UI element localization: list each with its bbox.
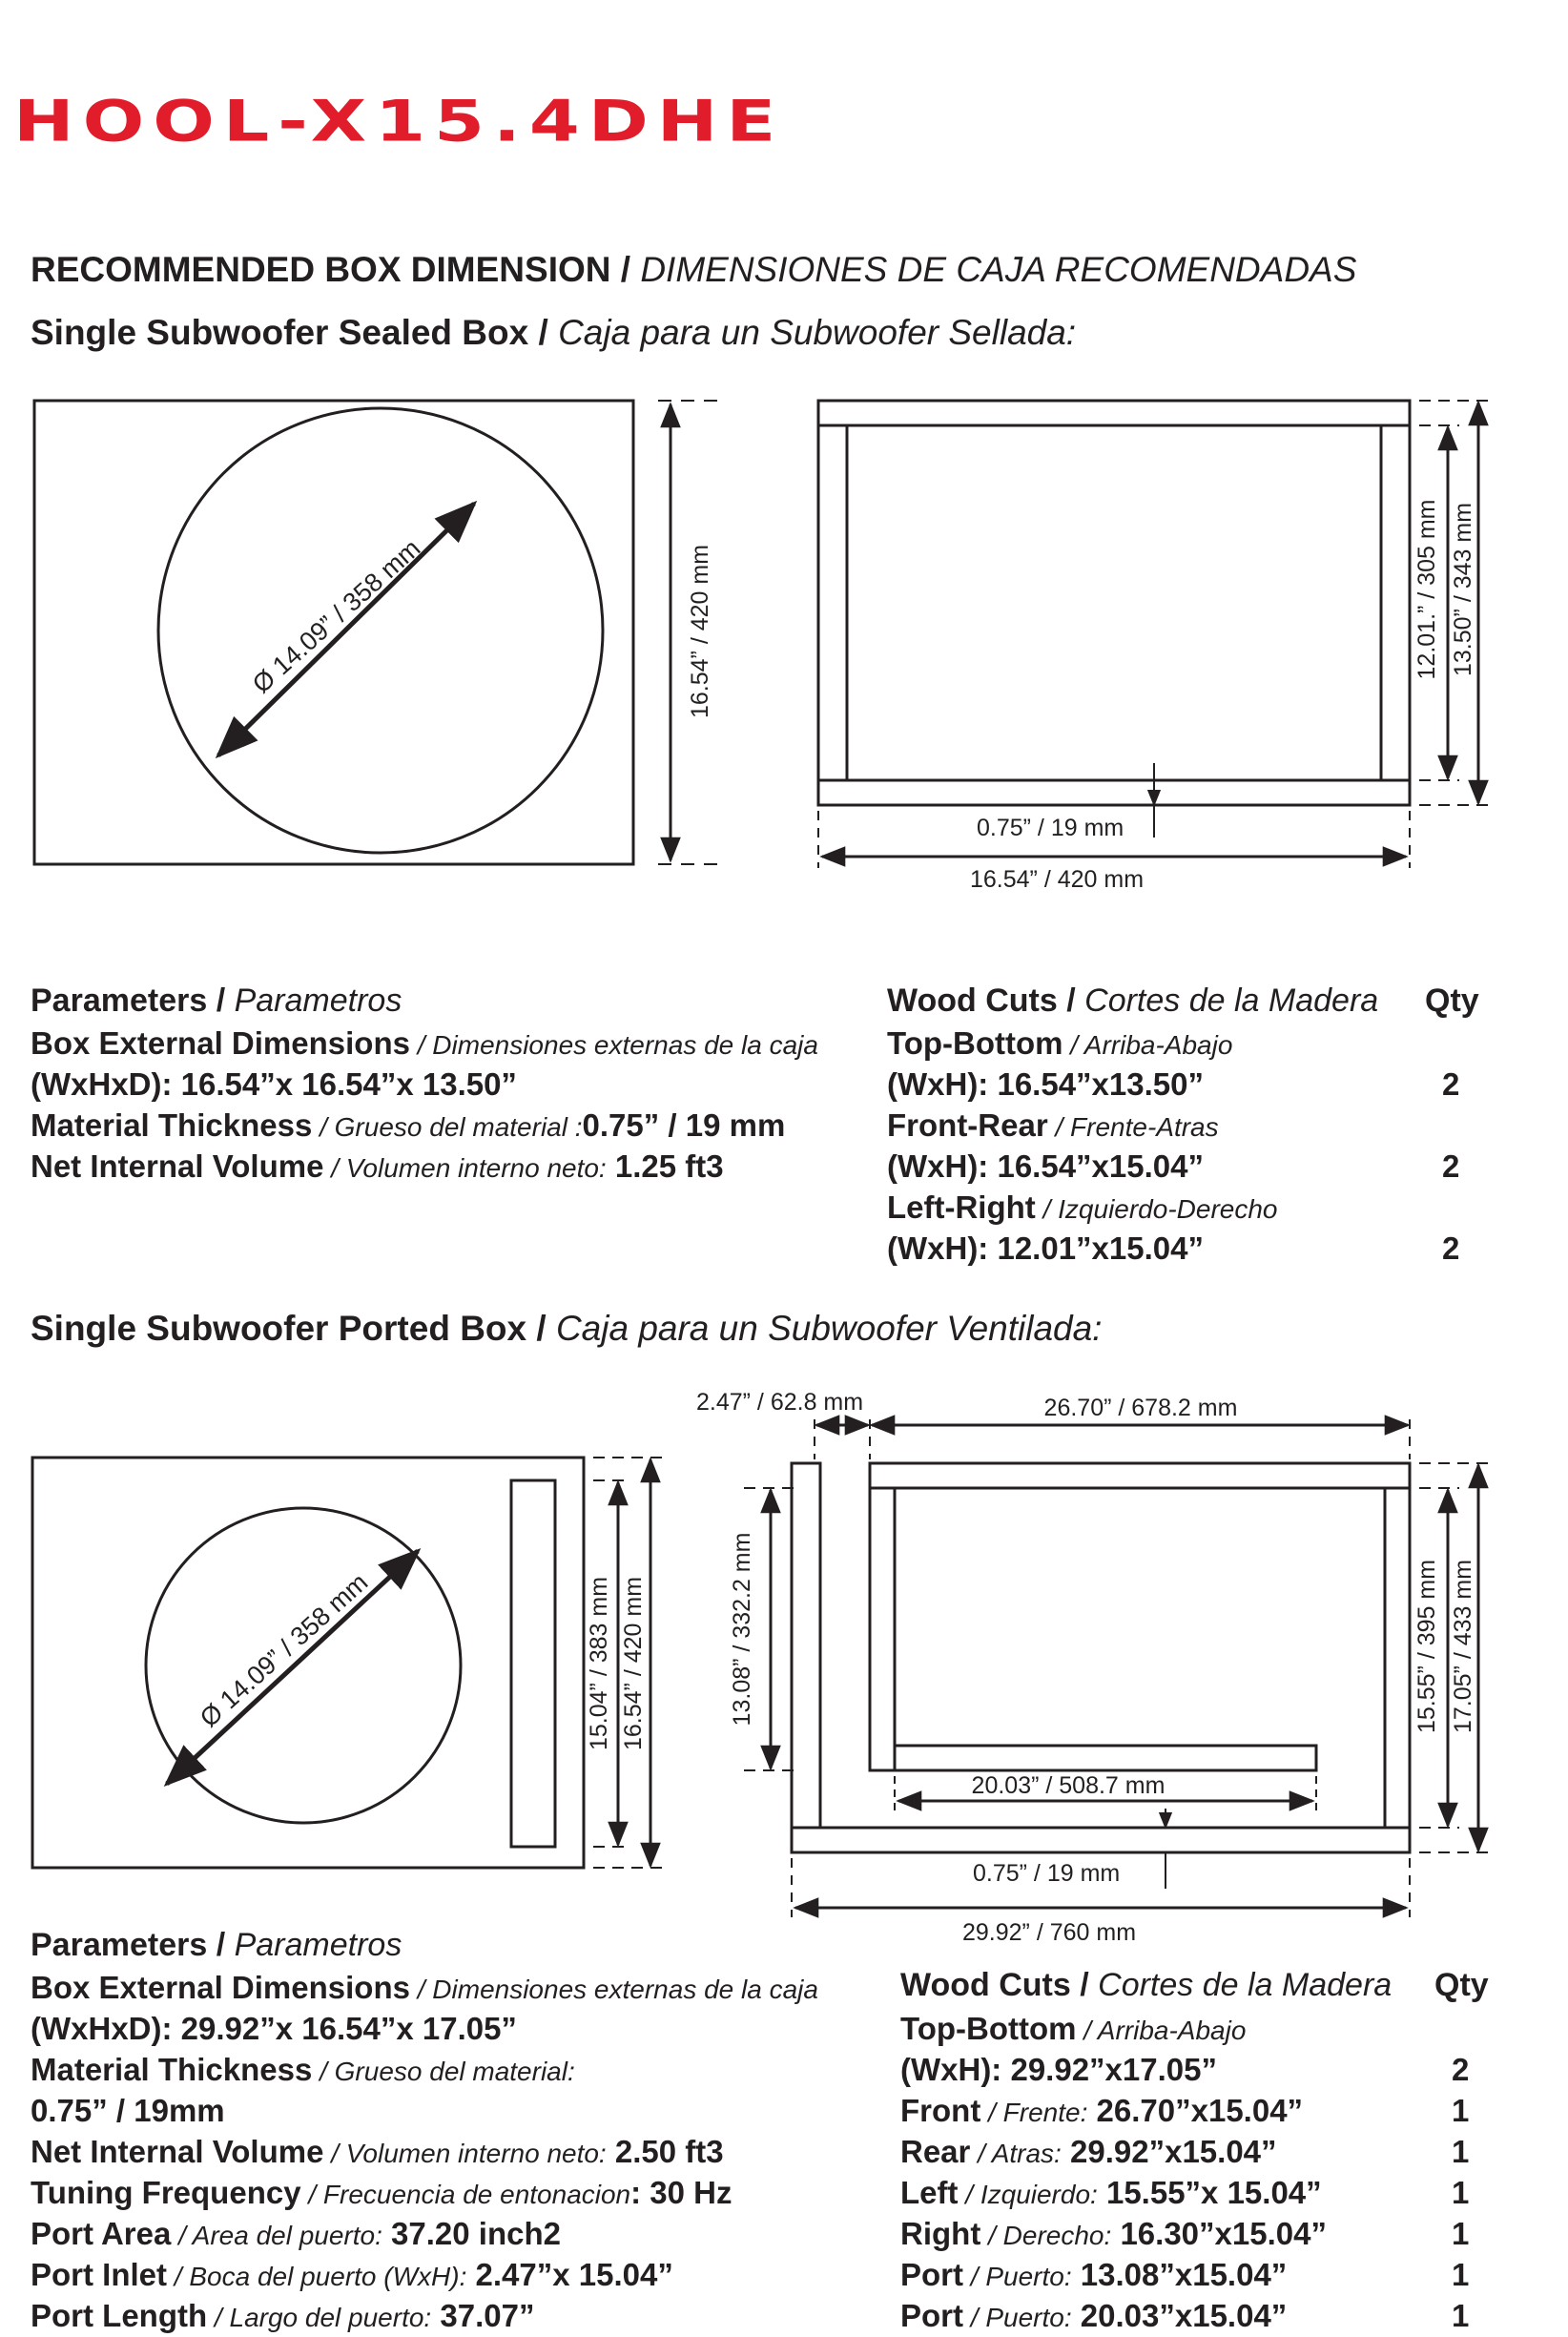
ported-param-row [31, 2052, 575, 2088]
ported-cut-qty: 1 [1452, 2175, 1470, 2210]
ported-side-rear [792, 1463, 820, 1828]
ported-cut-row [900, 2298, 1287, 2334]
sealed-cut-sep: / [1063, 1030, 1084, 1060]
ported-cut-label: Port [900, 2257, 963, 2292]
ported-cut-es: Frente: [1002, 2098, 1088, 2127]
sealed-param-es: Volumen interno neto: [345, 1153, 607, 1183]
ported-param-value: 2.47”x 15.04” [466, 2257, 673, 2292]
ported-param-es: Area del puerto: [192, 2221, 382, 2250]
sealed-thickness-label: 0.75” / 19 mm [977, 815, 1124, 841]
ported-qty-header: Qty [1434, 1967, 1489, 2003]
sealed-cut-label: Front-Rear [887, 1107, 1048, 1143]
sealed-speaker-cutout [158, 408, 603, 853]
sealed-cut-label: Left-Right [887, 1189, 1036, 1225]
sealed-param-sep: / [409, 1030, 433, 1060]
ported-param-row [31, 2093, 225, 2129]
ported-cut-row [900, 2093, 1303, 2129]
ported-cut-label: Top-Bottom [900, 2011, 1077, 2046]
sealed-param-value: 0.75” / 19 mm [582, 1107, 786, 1143]
sealed-param-sep: / [323, 1153, 346, 1183]
ported-param-es: Boca del puerto (WxH): [189, 2262, 467, 2291]
sealed-cut-label: (WxH): 16.54”x13.50” [887, 1066, 1204, 1102]
ported-cut-es: Atras: [991, 2139, 1062, 2168]
sealed-cut-sep: / [1047, 1112, 1071, 1142]
ported-cut-value: 20.03”x15.04” [1071, 2298, 1288, 2333]
ported-cut-label: Right [900, 2216, 981, 2251]
ported-outer-h2-label: 17.05” / 433 mm [1450, 1559, 1476, 1734]
ported-cut-es: Puerto: [985, 2303, 1072, 2332]
sealed-cut-row [887, 1066, 1204, 1103]
ported-cut-qty: 1 [1452, 2257, 1470, 2292]
ported-cut-qty: 1 [1452, 2134, 1470, 2169]
ported-cut-es: Izquierdo: [980, 2180, 1098, 2209]
sealed-param-label: (WxHxD): 16.54”x 16.54”x 13.50” [31, 1066, 517, 1102]
ported-param-es: Dimensiones externas de la caja [432, 1975, 818, 2004]
ported-cut-qty: 2 [1452, 2052, 1470, 2087]
ported-title-en: Single Subwoofer Ported Box [31, 1309, 527, 1348]
ported-title [31, 1309, 1102, 1349]
ported-cut-label: (WxH): 29.92”x17.05” [900, 2052, 1217, 2087]
sealed-title-en: Single Subwoofer Sealed Box [31, 313, 529, 352]
ported-cut-row [900, 2134, 1277, 2170]
ported-side-front [1385, 1488, 1410, 1828]
ported-cut-sep: / [958, 2180, 980, 2209]
sealed-cut-qty: 2 [1442, 1231, 1460, 1266]
sealed-width-label: 16.54” / 420 mm [969, 866, 1145, 893]
main-heading [31, 250, 1356, 290]
brand-logo: HOOL-X15.4DHE [13, 88, 785, 155]
ported-cut-sep: / [963, 2262, 986, 2291]
ported-param-row [31, 2216, 561, 2252]
sealed-cut-label: (WxH): 12.01”x15.04” [887, 1231, 1204, 1266]
sealed-cuts-title-en: Wood Cuts [887, 982, 1058, 1019]
ported-param-es: Largo del puerto: [229, 2303, 432, 2332]
sealed-cut-row [887, 1107, 1219, 1144]
ported-param-label: Box External Dimensions [31, 1970, 410, 2005]
ported-param-row [31, 2257, 673, 2293]
sealed-cuts-title [887, 982, 1378, 1020]
sealed-cut-label: Top-Bottom [887, 1025, 1063, 1061]
ported-param-label: Port Area [31, 2216, 172, 2251]
ported-param-value: 37.20 inch2 [382, 2216, 561, 2251]
ported-param-es: Frecuencia de entonacion [322, 2180, 631, 2209]
ported-param-sep: / [323, 2139, 346, 2168]
ported-port-height-label: 13.08” / 332.2 mm [729, 1532, 755, 1727]
ported-cut-sep: / [1076, 2016, 1098, 2045]
sealed-cut-es: Frente-Atras [1070, 1112, 1219, 1142]
ported-cut-qty: 1 [1452, 2298, 1470, 2333]
ported-cuts-title [900, 1967, 1392, 2004]
ported-param-row [31, 2134, 724, 2170]
ported-cuts-title-es: Cortes de la Madera [1098, 1967, 1393, 2003]
ported-cutout-label: Ø 14.09” / 358 mm [194, 1567, 374, 1733]
sealed-cut-qty: 2 [1442, 1066, 1460, 1102]
sealed-title [31, 313, 1076, 353]
sealed-param-sep: / [312, 1112, 335, 1142]
ported-inner-width-label: 26.70” / 678.2 mm [1043, 1395, 1238, 1421]
sealed-param-es: Dimensiones externas de la caja [432, 1030, 818, 1060]
sealed-cut-sep: / [1035, 1194, 1059, 1224]
ported-param-es: Volumen interno neto: [345, 2139, 607, 2168]
ported-param-sep: / [409, 1975, 433, 2004]
ported-cut-label: Front [900, 2093, 981, 2128]
main-heading-sep: / [610, 250, 641, 289]
ported-side-bottom [792, 1828, 1410, 1852]
sealed-param-label: Box External Dimensions [31, 1025, 410, 1061]
ported-cut-label: Port [900, 2298, 963, 2333]
sealed-params-title-en: Parameters [31, 982, 208, 1019]
sealed-side-left [818, 425, 847, 780]
sealed-side-top [818, 401, 1410, 425]
sealed-qty-header: Qty [1425, 982, 1479, 1019]
ported-cut-row [900, 2216, 1327, 2252]
sealed-cut-es: Izquierdo-Derecho [1058, 1194, 1278, 1224]
sealed-cuts-title-es: Cortes de la Madera [1084, 982, 1379, 1019]
sealed-front-height-label: 16.54” / 420 mm [687, 544, 713, 719]
ported-param-label: Tuning Frequency [31, 2175, 301, 2210]
ported-thickness-label: 0.75” / 19 mm [973, 1860, 1121, 1887]
sealed-params-title-es: Parametros [234, 982, 402, 1019]
ported-cut-row [900, 2011, 1246, 2047]
sealed-side-right [1381, 425, 1410, 780]
sealed-cut-es: Arriba-Abajo [1083, 1030, 1233, 1060]
sealed-params-title-sep: / [207, 982, 235, 1019]
ported-param-es: Grueso del material: [334, 2057, 575, 2086]
ported-inner-h2-label: 15.55” / 395 mm [1413, 1559, 1440, 1734]
ported-param-row [31, 2011, 517, 2047]
ported-param-label: Net Internal Volume [31, 2134, 324, 2169]
ported-params-title-sep: / [207, 1927, 235, 1963]
ported-cut-es: Arriba-Abajo [1097, 2016, 1247, 2045]
ported-cut-label: Rear [900, 2134, 971, 2169]
ported-param-label: 0.75” / 19mm [31, 2093, 225, 2128]
sealed-param-row [31, 1025, 818, 1062]
ported-cuts-title-en: Wood Cuts [900, 1967, 1071, 2003]
sealed-cut-label: (WxH): 16.54”x15.04” [887, 1148, 1204, 1184]
ported-cut-sep: / [963, 2303, 986, 2332]
sealed-cut-row [887, 1189, 1277, 1226]
sealed-param-label: Material Thickness [31, 1107, 313, 1143]
sealed-title-sep: / [528, 313, 559, 352]
ported-side-top [870, 1463, 1410, 1488]
main-heading-en: RECOMMENDED BOX DIMENSION [31, 250, 611, 289]
ported-port-wall [870, 1488, 895, 1770]
sealed-cuts-title-sep: / [1057, 982, 1085, 1019]
ported-param-label: Material Thickness [31, 2052, 313, 2087]
ported-param-value: 2.50 ft3 [606, 2134, 724, 2169]
sealed-side-bottom [818, 780, 1410, 805]
sealed-front-panel [34, 401, 633, 864]
ported-param-sep: / [300, 2180, 323, 2209]
ported-param-row [31, 1970, 818, 2006]
ported-cut-sep: / [980, 2098, 1003, 2127]
ported-params-title [31, 1927, 402, 1964]
sealed-param-row [31, 1066, 517, 1103]
ported-speaker-cutout [146, 1508, 461, 1823]
sealed-param-label: Net Internal Volume [31, 1148, 324, 1184]
ported-cut-value: 29.92”x15.04” [1061, 2134, 1277, 2169]
ported-width-label: 29.92” / 760 mm [961, 1919, 1137, 1946]
sealed-param-es: Grueso del material : [334, 1112, 583, 1142]
ported-cut-sep: / [980, 2221, 1003, 2250]
ported-cuts-title-sep: / [1070, 1967, 1099, 2003]
sealed-cut-row [887, 1025, 1232, 1062]
ported-cut-sep: / [970, 2139, 992, 2168]
ported-param-sep: / [171, 2221, 193, 2250]
ported-port-shelf [895, 1746, 1316, 1770]
ported-cut-value: 16.30”x15.04” [1111, 2216, 1327, 2251]
ported-cut-row [900, 2052, 1217, 2088]
ported-cut-value: 15.55”x 15.04” [1097, 2175, 1322, 2210]
main-heading-es: DIMENSIONES DE CAJA RECOMENDADAS [640, 250, 1357, 289]
ported-param-value: : 30 Hz [630, 2175, 732, 2210]
ported-cut-value: 26.70”x15.04” [1087, 2093, 1304, 2128]
ported-title-sep: / [526, 1309, 556, 1348]
ported-cut-row [900, 2175, 1322, 2211]
sealed-outer-height-label: 13.50” / 343 mm [1450, 502, 1476, 677]
ported-param-label: (WxHxD): 29.92”x 16.54”x 17.05” [31, 2011, 517, 2046]
sealed-cut-row [887, 1231, 1204, 1267]
ported-param-row [31, 2298, 534, 2334]
ported-param-sep: / [167, 2262, 190, 2291]
sealed-param-row [31, 1148, 724, 1185]
ported-port-width-label: 2.47” / 62.8 mm [696, 1389, 864, 1416]
ported-port-length-label: 20.03” / 508.7 mm [971, 1772, 1166, 1799]
ported-param-value: 37.07” [431, 2298, 535, 2333]
ported-param-label: Port Inlet [31, 2257, 168, 2292]
ported-title-es: Caja para un Subwoofer Ventilada: [555, 1309, 1103, 1348]
ported-param-label: Port Length [31, 2298, 208, 2333]
ported-cut-es: Puerto: [985, 2262, 1072, 2291]
ported-param-sep: / [312, 2057, 335, 2086]
ported-inner-height-label: 15.04” / 383 mm [586, 1576, 612, 1751]
ported-front-panel [32, 1458, 584, 1868]
sealed-param-row [31, 1107, 785, 1144]
sealed-param-value: 1.25 ft3 [606, 1148, 724, 1184]
ported-cut-qty: 1 [1452, 2216, 1470, 2251]
sealed-inner-height-label: 12.01.” / 305 mm [1413, 499, 1440, 680]
ported-params-title-en: Parameters [31, 1927, 208, 1963]
ported-cut-value: 13.08”x15.04” [1071, 2257, 1288, 2292]
sealed-params-title [31, 982, 402, 1020]
sealed-cutout-label: Ø 14.09” / 358 mm [246, 533, 426, 699]
ported-params-title-es: Parametros [234, 1927, 402, 1963]
ported-param-sep: / [207, 2303, 230, 2332]
ported-cut-row [900, 2257, 1287, 2293]
ported-cut-qty: 1 [1452, 2093, 1470, 2128]
ported-port-opening [511, 1480, 555, 1847]
ported-front-height-label: 16.54” / 420 mm [620, 1576, 647, 1751]
ported-cut-label: Left [900, 2175, 959, 2210]
ported-cut-es: Derecho: [1002, 2221, 1112, 2250]
sealed-cut-row [887, 1148, 1204, 1185]
sealed-title-es: Caja para un Subwoofer Sellada: [558, 313, 1077, 352]
sealed-cut-qty: 2 [1442, 1148, 1460, 1184]
ported-param-row [31, 2175, 732, 2211]
